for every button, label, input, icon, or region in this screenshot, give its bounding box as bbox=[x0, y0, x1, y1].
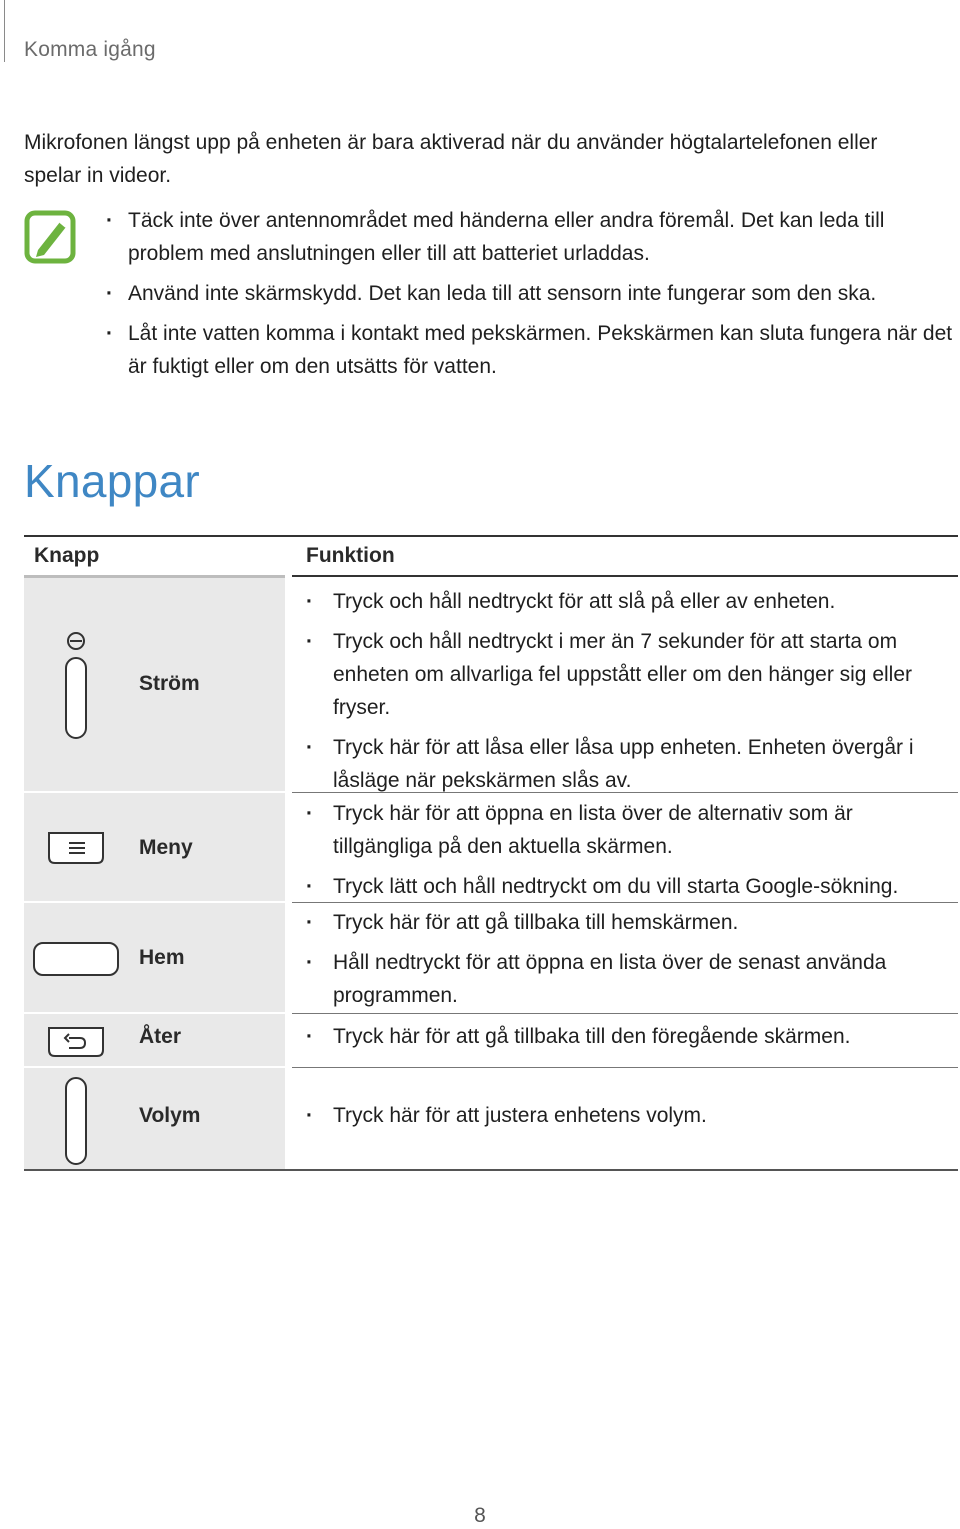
note-list bbox=[106, 204, 954, 390]
function-list-menu bbox=[306, 797, 956, 910]
table-row-back bbox=[24, 1014, 958, 1068]
function-list-power bbox=[306, 585, 956, 804]
column-header-function: Funktion bbox=[306, 544, 395, 567]
note-item: · Täck inte över antennområdet med händerna eller andra föremål. Det kan leda till problem med anslutningen eller till att batteriet urladdas. bbox=[106, 204, 954, 270]
function-item: · Tryck här för att justera enhetens volym. bbox=[306, 1099, 956, 1132]
buttons-table bbox=[24, 535, 958, 1171]
function-item: · Tryck här för att gå tillbaka till den föregående skärmen. bbox=[306, 1020, 956, 1053]
button-name-back: Åter bbox=[139, 1025, 182, 1048]
function-item: · Håll nedtryckt för att öppna en lista över de senast använda programmen. bbox=[306, 946, 956, 1012]
menu-button-icon bbox=[47, 831, 105, 865]
function-list-volume bbox=[306, 1099, 956, 1139]
function-item: · Tryck här för att låsa eller låsa upp enheten. Enheten övergår i låsläge när pekskärmen slås av. bbox=[306, 731, 956, 797]
page-number: 8 bbox=[474, 1504, 486, 1527]
button-name-power: Ström bbox=[139, 672, 200, 695]
function-item: · Tryck här för att gå tillbaka till hemskärmen. bbox=[306, 906, 956, 939]
function-item: · Tryck lätt och håll nedtryckt om du vill starta Google-sökning. bbox=[306, 870, 956, 903]
function-item: · Tryck och håll nedtryckt för att slå på eller av enheten. bbox=[306, 585, 956, 618]
back-button-icon bbox=[47, 1026, 105, 1058]
chapter-header: Komma igång bbox=[24, 38, 156, 61]
note-pencil-icon bbox=[24, 210, 76, 264]
table-row-volume bbox=[24, 1068, 958, 1171]
button-name-volume: Volym bbox=[139, 1104, 201, 1127]
table-row-home bbox=[24, 903, 958, 1014]
table-row-menu bbox=[24, 793, 958, 903]
power-button-icon bbox=[62, 630, 90, 740]
table-header bbox=[24, 535, 958, 578]
function-item: · Tryck här för att öppna en lista över de alternativ som är tillgängliga på den aktuella skärmen. bbox=[306, 797, 956, 863]
page-corner-line bbox=[4, 0, 5, 62]
function-item: · Tryck och håll nedtryckt i mer än 7 sekunder för att starta om enheten om allvarliga fel uppstått eller om den hänger sig eller fryser. bbox=[306, 625, 956, 724]
section-title: Knappar bbox=[24, 455, 201, 507]
intro-paragraph: Mikrofonen längst upp på enheten är bara aktiverad när du använder högtalartelefonen eller spelar in videor. bbox=[24, 131, 878, 187]
home-button-icon bbox=[32, 941, 120, 977]
function-list-back bbox=[306, 1020, 956, 1060]
column-header-button: Knapp bbox=[34, 544, 100, 567]
button-name-menu: Meny bbox=[139, 836, 193, 859]
volume-button-icon bbox=[62, 1076, 90, 1166]
button-name-home: Hem bbox=[139, 946, 185, 969]
note-item: · Använd inte skärmskydd. Det kan leda till att sensorn inte fungerar som den ska. bbox=[106, 277, 954, 310]
note-item: · Låt inte vatten komma i kontakt med pekskärmen. Pekskärmen kan sluta fungera när det är fuktigt eller om den utsätts för vatten. bbox=[106, 317, 954, 383]
table-row-power bbox=[24, 578, 958, 793]
function-list-home bbox=[306, 906, 956, 1019]
